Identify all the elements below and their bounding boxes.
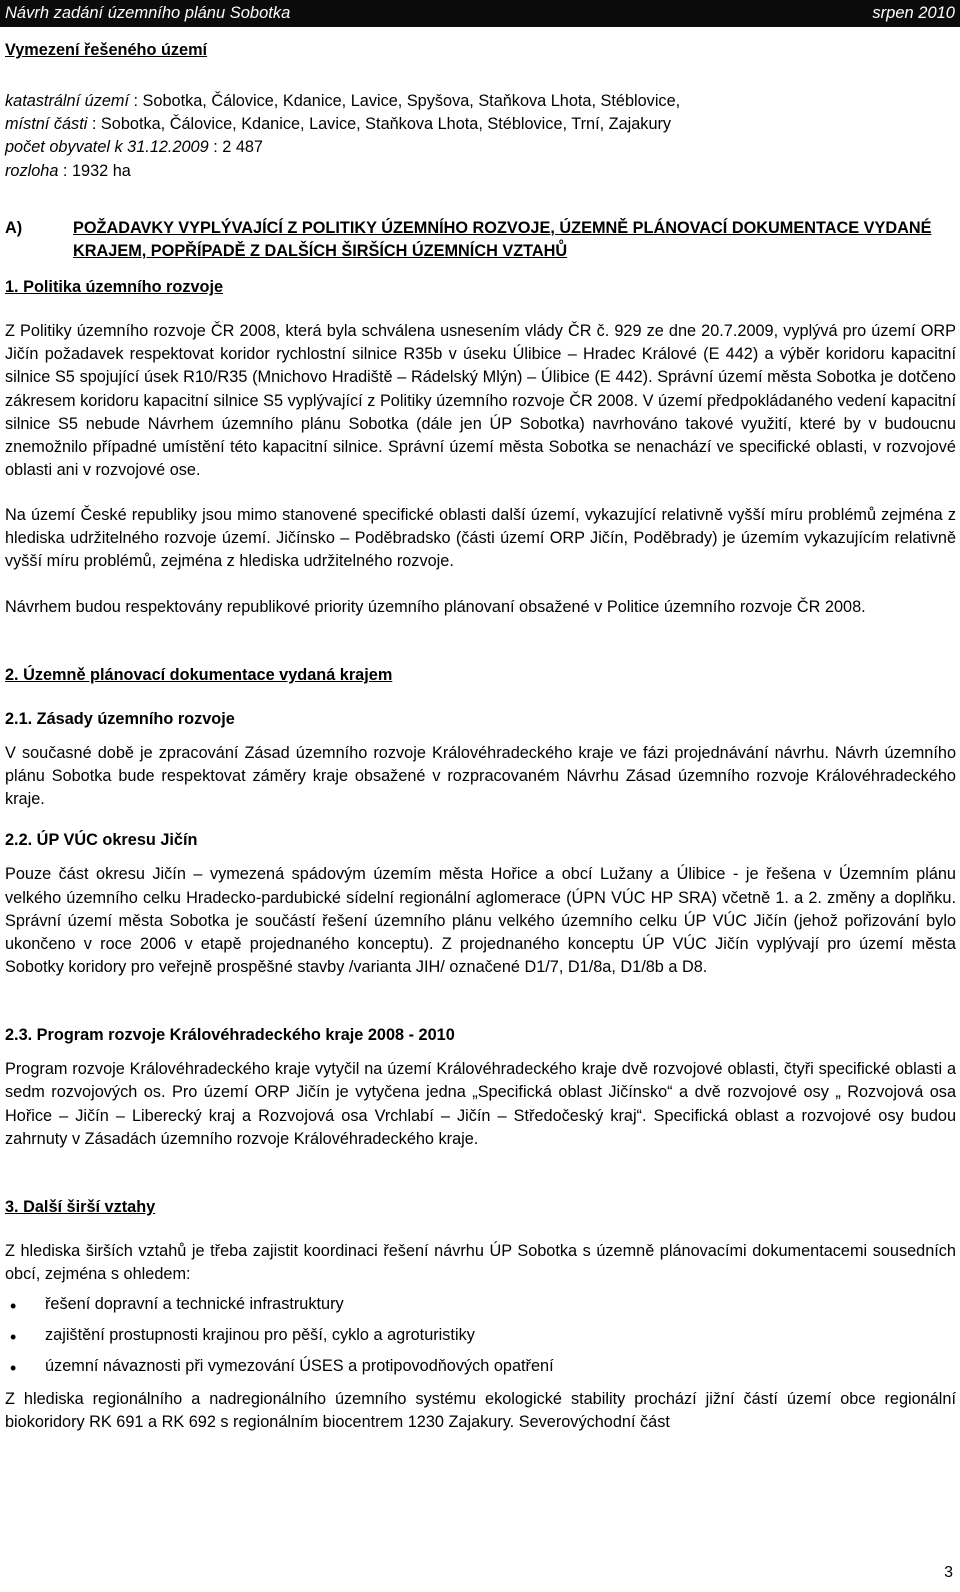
politika-paragraph-2: Na území České republiky jsou mimo stanovené specifické oblasti další území, vykazující relativně vyšší míru problémů zejména z hlediska udržitelného rozvoje území. Jičínsko – Poděbradsko (části území ORP Jičín, Poděbrady) je územím vykazujícím relativně vyšší míru problémů, zejména z hlediska udržitelného rozvoje. xyxy=(5,506,956,571)
politika-paragraph-1: Z Politiky územního rozvoje ČR 2008, která byla schválena usnesením vlády ČR č. 929 ze dne 20.7.2009, vyplývá pro území ORP Jičín požadavek respektovat koridor rychlostní silnice R35b v úseku Úlibice – Hradec Králové (E 442) a výběr koridoru kapacitní silnice S5 spojující úsek R10/R35 (Mnichovo Hradiště – Rádelský Mlýn) – Úlibice (E 442). Správní území města Sobotka je dotčeno zákresem koridoru kapacitní silnice S5 vyplývající z Politiky územního rozvoje ČR 2008. V území předpokládaného vedení kapacitní silnice S5 nebude Návrhem územního plánu Sobotka (dále jen ÚP Sobotka) navrhováno takové využití, které by v budoucnu znemožnilo případné umístění této kapacitní silnice. Správní území města Sobotka se nenachází ve specifické oblasti, v rozvojové oblasti ani v rozvojové ose. xyxy=(5,322,956,479)
document-body xyxy=(5,37,956,1434)
section-a-heading xyxy=(5,217,956,264)
heading-up-vuc: 2.2. ÚP VÚC okresu Jičín xyxy=(5,831,198,850)
kat-value: : Sobotka, Čálovice, Kdanice, Lavice, Spyšova, Staňkova Lhota, Stéblovice, xyxy=(128,92,681,111)
heading-zasady: 2.1. Zásady územního rozvoje xyxy=(5,709,235,728)
kat-line xyxy=(5,90,956,113)
heading-politika: 1. Politika územního rozvoje xyxy=(5,277,224,296)
program-paragraph: Program rozvoje Královéhradeckého kraje vytyčil na území Královéhradeckého kraje dvě rozvojové oblasti, čtyři specifické oblasti a sedm rozvojových os. Pro území ORP Jičín je vytyčena jedna „Specifická oblast Jičínsko“ a dvě rozvojové osy „ Rozvojová osa Hořice – Jičín – Liberecký kraj a Rozvojová osa Vrchlabí – Jičín – Středočeský kraj“. Specifická oblast a rozvojové osy budou zahrnuty v Zásadách územního rozvoje Královéhradeckého kraje. xyxy=(5,1060,956,1148)
sirsi-vztahy-paragraph-2: Z hlediska regionálního a nadregionálního územního systému ekologické stability prochází jižní částí území obce regionální biokoridory RK 691 a RK 692 s regionálním biocentrem 1230 Zajakury. Severovýchodní část xyxy=(5,1390,956,1432)
rozloha-value: : 1932 ha xyxy=(58,161,131,180)
page-number: 3 xyxy=(944,1564,953,1581)
sirsi-vztahy-paragraph-1: Z hlediska širších vztahů je třeba zajistit koordinaci řešení návrhu ÚP Sobotka s územně plánovacími dokumentacemi sousedních obcí, zejména s ohledem: xyxy=(5,1242,956,1284)
section-a-text: POŽADAVKY VYPLÝVAJÍCÍ Z POLITIKY ÚZEMNÍHO ROZVOJE, ÚZEMNĚ PLÁNOVACÍ DOKUMENTACE VYDANÉ KRAJEM, POPŘÍPADĚ Z DALŠÍCH ŠIRŠÍCH ÚZEMNÍCH VZTAHŮ xyxy=(73,218,932,261)
heading-vymezeni: Vymezení řešeného území xyxy=(5,41,208,59)
mc-line xyxy=(5,113,956,136)
header-date: srpen 2010 xyxy=(872,4,955,22)
list-item: • územní návaznosti při vymezování ÚSES a protipovodňových opatření xyxy=(5,1351,956,1382)
rozloha-label: rozloha xyxy=(5,161,59,180)
territory-info xyxy=(5,90,956,183)
pocet-value: : 2 487 xyxy=(208,138,263,157)
sirsi-vztahy-list xyxy=(5,1289,956,1382)
up-vuc-paragraph: Pouze část okresu Jičín – vymezená spádovým územím města Hořice a obcí Lužany a Úlibice - je řešena v Územním plánu velkého územního celku Hradecko-pardubické sídelní regionální aglomerace (ÚPN VÚC HP SRA) včetně 1. a 2. změny a doplňku. Správní území města Sobotka je součástí řešení územního plánu velkého územního celku ÚP VÚC Jičín (jehož pořizování bylo ukončeno v roce 2006 v etapě projednaného konceptu). Z projednaného konceptu ÚP VÚC Jičín vyplývají pro území města Sobotky koridory pro veřejně prospěšné stavby /varianta JIH/ označené D1/7, D1/8a, D1/8b a D8. xyxy=(5,865,956,977)
rozloha-line xyxy=(5,160,956,183)
list-item: • řešení dopravní a technické infrastruktury xyxy=(5,1289,956,1320)
heading-sirsi-vztahy: 3. Další širší vztahy xyxy=(5,1197,156,1216)
list-item: • zajištění prostupnosti krajinou pro pěší, cyklo a agroturistiky xyxy=(5,1320,956,1351)
header-title: Návrh zadání územního plánu Sobotka xyxy=(5,4,291,22)
politika-paragraph-3: Návrhem budou respektovány republikové priority územního plánovaní obsažené v Politice územního rozvoje ČR 2008. xyxy=(5,597,866,616)
pocet-label: počet obyvatel k 31.12.2009 xyxy=(5,138,209,157)
page-header xyxy=(0,0,960,27)
mc-value: : Sobotka, Čálovice, Kdanice, Lavice, Staňkova Lhota, Stéblovice, Trní, Zajakury xyxy=(87,115,672,134)
mc-label: místní části xyxy=(5,115,88,134)
section-a-label: A) xyxy=(5,218,23,237)
heading-program: 2.3. Program rozvoje Královéhradeckého kraje 2008 - 2010 xyxy=(5,1026,455,1045)
kat-label: katastrální území xyxy=(5,92,129,111)
zasady-paragraph: V současné době je zpracování Zásad územního rozvoje Královéhradeckého kraje ve fázi projednávání návrhu. Návrh územního plánu Sobotka bude respektovat záměry kraje obsažené v rozpracovaném Návrhu Zásad územního rozvoje Královéhradeckého kraje. xyxy=(5,743,956,809)
pocet-line xyxy=(5,136,956,159)
heading-upd-kraj: 2. Územně plánovací dokumentace vydaná krajem xyxy=(5,665,393,684)
